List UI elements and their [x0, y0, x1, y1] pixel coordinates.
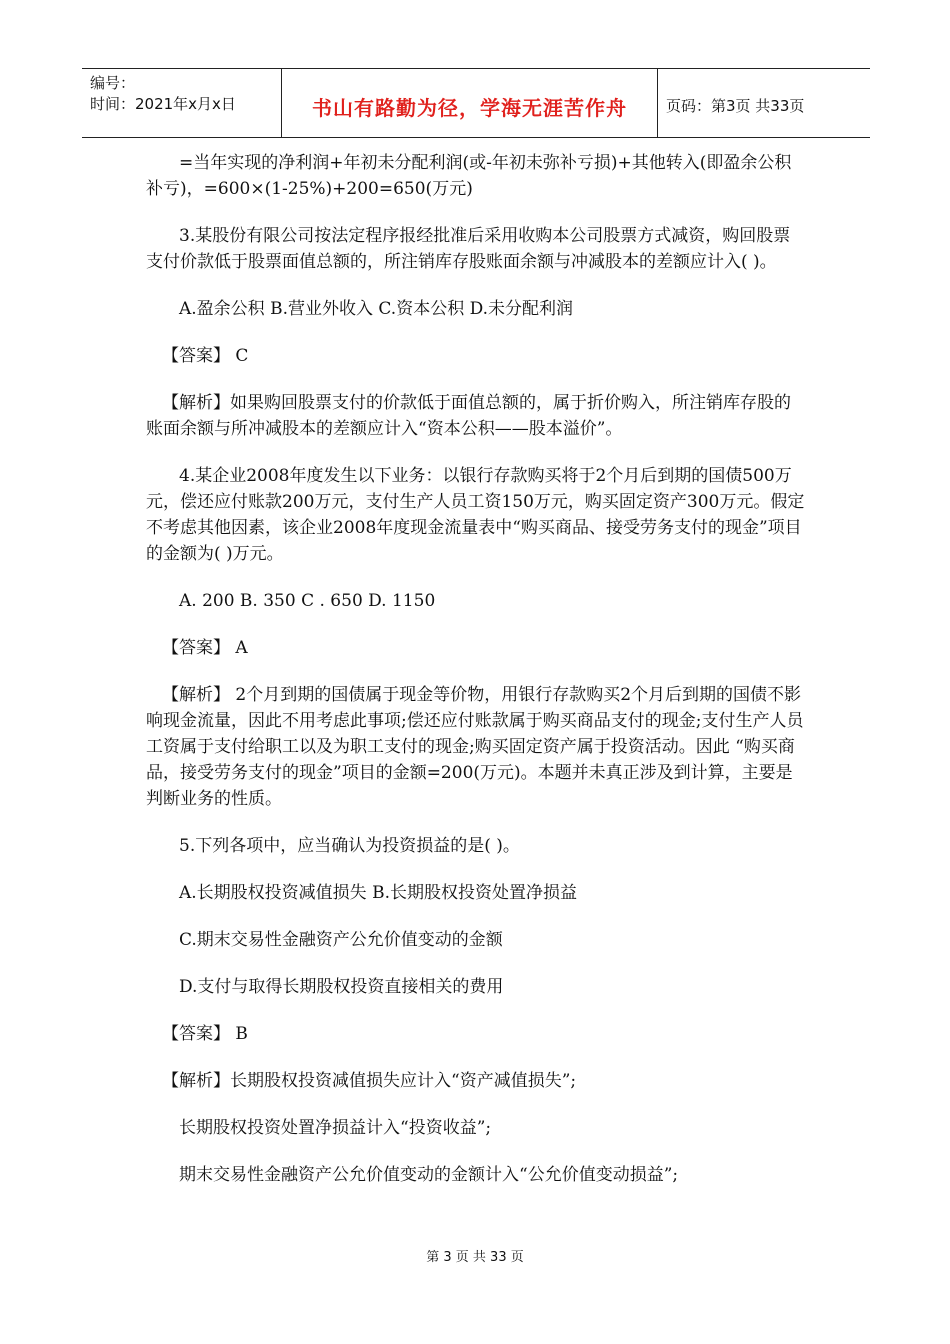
- question-5-answer: 【答案】 B: [162, 1024, 248, 1044]
- document-body: [146, 150, 806, 1188]
- question-3: 3.某股份有限公司按法定程序报经批准后采用收购本公司股票方式减资，购回股票支付价款低于股票面值总额的，所注销库存股账面余额与冲减股本的差额应计入( )。: [146, 226, 791, 272]
- question-3-answer: 【答案】 C: [162, 346, 249, 366]
- question-5-options-ab: A.长期股权投资减值损失 B.长期股权投资处置净损益: [179, 883, 577, 903]
- header-meta: [82, 69, 282, 137]
- document-date: 时间：2021年x月x日: [90, 95, 236, 113]
- header-motto: 书山有路勤为径，学海无涯苦作舟: [282, 69, 658, 137]
- question-5: 5.下列各项中，应当确认为投资损益的是( )。: [179, 836, 520, 856]
- page-header: [82, 68, 870, 138]
- question-5-option-d: D.支付与取得长期股权投资直接相关的费用: [179, 977, 504, 997]
- question-5-analysis-2: 长期股权投资处置净损益计入“投资收益”;: [179, 1118, 492, 1138]
- question-5-analysis-3: 期末交易性金融资产公允价值变动的金额计入“公允价值变动损益”;: [179, 1165, 679, 1185]
- question-5-analysis-1: 【解析】长期股权投资减值损失应计入“资产减值损失”;: [162, 1071, 577, 1091]
- formula-paragraph: =当年实现的净利润+年初未分配利润(或-年初未弥补亏损)+其他转入(即盈余公积补亏)，=600×(1-25%)+200=650(万元): [146, 153, 792, 199]
- question-3-options: A.盈余公积 B.营业外收入 C.资本公积 D.未分配利润: [179, 299, 574, 319]
- question-3-analysis: 【解析】如果购回股票支付的价款低于面值总额的，属于折价购入，所注销库存股的账面余额与所冲减股本的差额应计入“资本公积——股本溢价”。: [146, 393, 791, 439]
- page-footer: 第 3 页 共 33 页: [426, 1250, 524, 1265]
- question-4-options: A. 200 B. 350 C . 650 D. 1150: [179, 591, 436, 611]
- question-4-answer: 【答案】 A: [162, 638, 248, 658]
- question-4: 4.某企业2008年度发生以下业务：以银行存款购买将于2个月后到期的国债500万元，偿还应付账款200万元，支付生产人员工资150万元，购买固定资产300万元。假定不考虑其他因素，该企业2008年度现金流量表中“购买商品、接受劳务支付的现金”项目的金额为( )万元。: [146, 466, 805, 564]
- question-4-analysis: 【解析】 2个月到期的国债属于现金等价物，用银行存款购买2个月后到期的国债不影响现金流量，因此不用考虑此事项;偿还应付账款属于购买商品支付的现金;支付生产人员工资属于支付给职工以及为职工支付的现金;购买固定资产属于投资活动。因此 “购买商品，接受劳务支付的现金”项目的金额=200(万元)。本题并未真正涉及到计算，主要是判断业务的性质。: [146, 685, 804, 809]
- header-page-info: 页码：第3页 共33页: [666, 96, 805, 115]
- question-5-option-c: C.期末交易性金融资产公允价值变动的金额: [179, 930, 503, 950]
- document-number-label: 编号：: [90, 74, 136, 92]
